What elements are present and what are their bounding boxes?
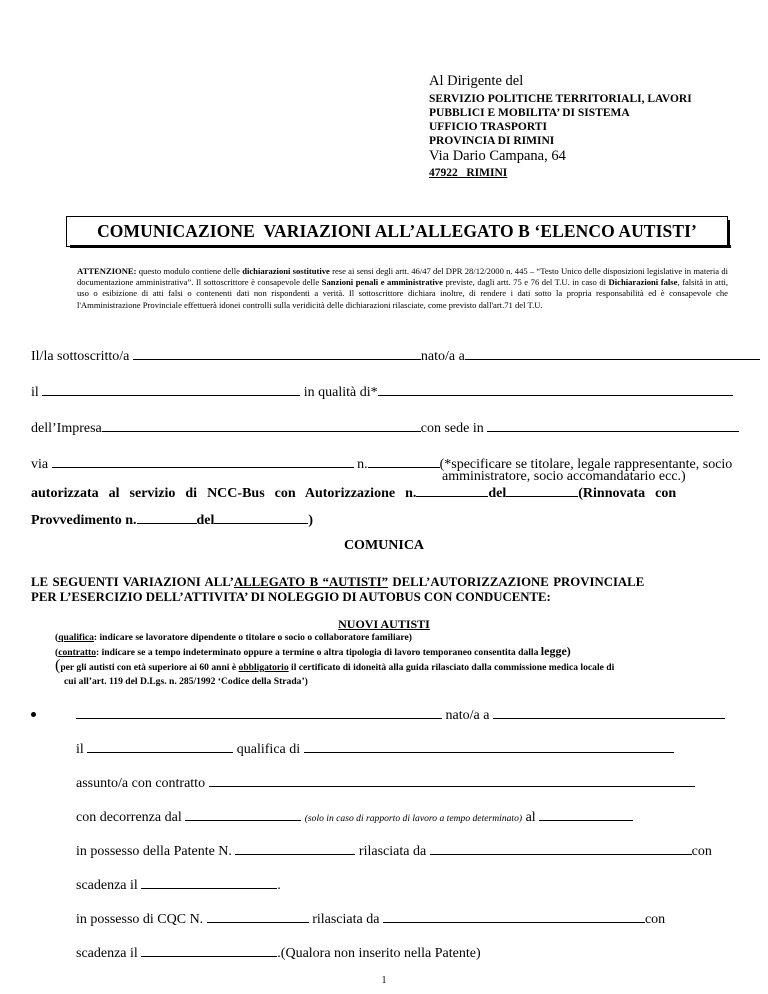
driver-row-patente	[76, 842, 712, 860]
attention-paragraph	[77, 266, 728, 311]
recipient-line5: PROVINCIA DI RIMINI	[429, 135, 555, 147]
attention-text-2: rese ai sensi degli artt. 46/47 del DPR 28/12/2000 n. 445 – “Testo Unico delle disposizioni legislative in materia di documentazione amministrativa”. Il sottoscrittore è consapevole delle	[77, 266, 728, 288]
note-contratto-term: contratto	[58, 647, 97, 658]
label-via: via	[31, 457, 49, 472]
recipient-line4: UFFICIO TRASPORTI	[429, 121, 547, 133]
page-title-text: COMUNICAZIONE VARIAZIONI ALL’ALLEGATO B ‘ELENCO AUTISTI’	[97, 221, 697, 241]
recipient-line1: Al Dirigente del	[429, 73, 524, 89]
recipient-street: Via Dario Campana, 64	[429, 148, 566, 164]
driver-row-cqc-scadenza	[76, 944, 481, 962]
attention-keyword-2: Sanzioni penali e amministrative	[321, 277, 443, 288]
form-row-autorizzazione	[31, 484, 676, 502]
label-impresa: dell’Impresa	[31, 421, 102, 436]
comunica-heading: COMUNICA	[343, 538, 425, 553]
variazioni-line1	[31, 575, 644, 590]
driver-label-decorrenza: con decorrenza dal	[76, 810, 182, 825]
driver-label-rilasciata: rilasciata da	[358, 844, 427, 859]
driver-nato-a-field[interactable]	[493, 706, 725, 719]
recipient-city: 47922 RIMINI	[429, 167, 508, 179]
nato-a-field[interactable]	[465, 347, 760, 360]
driver-scadenza-period: .	[277, 878, 281, 893]
driver-row-contratto	[76, 774, 695, 792]
driver-label-patente: in possesso della Patente N.	[76, 844, 232, 859]
il-field[interactable]	[42, 383, 300, 396]
autorizzazione-n-field[interactable]	[416, 484, 488, 497]
driver-label-cqc-con: con	[644, 912, 666, 927]
label-rinnovata: (Rinnovata con	[578, 486, 677, 501]
driver-row-cqc	[76, 910, 665, 928]
label-in-qualita: in qualità di*	[303, 385, 378, 400]
label-provvedimento-del: del	[196, 513, 215, 528]
label-nato-a: nato/a a	[420, 349, 465, 364]
form-row-il	[31, 383, 733, 401]
note-contratto-legge: legge)	[540, 644, 571, 658]
sottoscritto-field[interactable]	[133, 347, 421, 360]
note-qualifica: (qualifica: indicare se lavoratore dipendente o titolare o socio o collaboratore familiare)	[55, 632, 412, 643]
label-il: il	[31, 385, 39, 400]
driver-label-cqc-scadenza: scadenza il	[76, 946, 138, 961]
form-row-sottoscritto	[31, 347, 760, 365]
attention-keyword-1: dichiarazioni sostitutive	[242, 266, 330, 276]
driver-contratto-field[interactable]	[209, 774, 695, 787]
specify-note-2: amministratore, socio accomandatario ecc.)	[442, 469, 686, 484]
note-eta-line2: cui all’art. 119 del D.Lgs. n. 285/1992 ‘Codice della Strada’)	[64, 676, 308, 687]
page-number: 1	[381, 975, 387, 986]
driver-label-al: al	[525, 810, 536, 825]
note-contratto-text: : indicare se a tempo indeterminato oppure a termine o altra tipologia di lavoro temporaneo consentita dalla	[96, 647, 541, 658]
driver-row-il	[76, 740, 674, 758]
driver-label-con: con	[691, 844, 712, 859]
driver-label-cqc-rilasciata: rilasciata da	[312, 912, 380, 927]
attention-keyword-3: Dichiarazioni false	[608, 277, 678, 288]
form-row-impresa	[31, 419, 739, 437]
driver-row-decorrenza	[76, 808, 633, 826]
variazioni-text-2: DELL’AUTORIZZAZIONE PROVINCIALE	[387, 575, 645, 589]
driver-cqc-scadenza-field[interactable]	[141, 944, 277, 957]
driver-cqc-note: .(Qualora non inserito nella Patente)	[277, 946, 481, 961]
driver-decorrenza-note: (solo in caso di rapporto di lavoro a tempo determinato)	[304, 813, 523, 824]
driver-qualifica-field[interactable]	[304, 740, 674, 753]
note-qualifica-text: : indicare se lavoratore dipendente o titolare o socio o collaboratore familiare)	[93, 632, 412, 643]
label-n: n.	[357, 457, 368, 472]
driver-label-cqc: in possesso di CQC N.	[76, 912, 204, 927]
recipient-line2: SERVIZIO POLITICHE TERRITORIALI, LAVORI	[429, 93, 692, 105]
driver-row-nome	[76, 706, 725, 724]
provvedimento-del-field[interactable]	[214, 511, 308, 524]
in-qualita-field[interactable]	[378, 383, 733, 396]
driver-label-scadenza: scadenza il	[76, 878, 138, 893]
driver-label-il: il	[76, 742, 84, 757]
driver-patente-rilasciata-field[interactable]	[430, 842, 692, 855]
con-sede-field[interactable]	[487, 419, 739, 432]
variazioni-line2: PER L’ESERCIZIO DELL’ATTIVITA’ DI NOLEGGIO DI AUTOBUS CON CONDUCENTE:	[31, 590, 551, 604]
note-contratto: (contratto: indicare se a tempo indeterminato oppure a termine o altra tipologia di lavoro temporaneo consentita dalla legge)	[55, 644, 571, 658]
autorizzazione-del-field[interactable]	[506, 484, 578, 497]
bullet-icon	[31, 712, 36, 717]
nuovi-autisti-heading: NUOVI AUTISTI	[338, 617, 430, 631]
label-autorizzazione: autorizzata al servizio di NCC-Bus con Autorizzazione n.	[31, 486, 417, 501]
via-field[interactable]	[52, 455, 354, 468]
driver-il-field[interactable]	[87, 740, 233, 753]
driver-patente-field[interactable]	[235, 842, 355, 855]
driver-name-field[interactable]	[76, 706, 442, 719]
driver-label-qualifica: qualifica di	[236, 742, 301, 757]
recipient-line3: PUBBLICI E MOBILITA’ DI SISTEMA	[429, 107, 630, 119]
note-qualifica-term: qualifica	[58, 632, 94, 643]
driver-decorrenza-field[interactable]	[185, 808, 301, 821]
variazioni-text-1: LE SEGUENTI VARIAZIONI ALL’	[31, 575, 234, 589]
attention-text-1: questo modulo contiene delle	[136, 266, 243, 276]
attention-label: ATTENZIONE:	[77, 266, 137, 276]
driver-cqc-rilasciata-field[interactable]	[383, 910, 645, 923]
specify-note-1: (*specificare se titolare, legale rappresentante, socio	[439, 457, 733, 472]
driver-patente-scadenza-field[interactable]	[141, 876, 277, 889]
attention-text-3: previste, dagli artt. 75 e 76 del T.U. in caso di	[442, 277, 609, 288]
note-eta-obbligatorio: obbligatorio	[238, 662, 289, 673]
label-provvedimento: Provvedimento n.	[31, 513, 137, 528]
note-eta: (per gli autisti con età superiore ai 60 anni è obbligatorio il certificato di idoneità alla guida rilasciato dalla commissione medica locale di	[55, 657, 615, 674]
impresa-field[interactable]	[102, 419, 421, 432]
note-eta-text-2: il certificato di idoneità alla guida rilasciato dalla commissione medica locale di	[288, 662, 615, 673]
civico-field[interactable]	[368, 455, 440, 468]
driver-label-assunto: assunto/a con contratto	[76, 776, 206, 791]
page-title	[66, 216, 728, 247]
provvedimento-close: )	[308, 513, 314, 528]
driver-al-field[interactable]	[539, 808, 633, 821]
variazioni-allegato: ALLEGATO B “AUTISTI”	[233, 575, 388, 589]
note-eta-text-1: per gli autisti con età superiore ai 60 anni è	[60, 662, 239, 673]
driver-label-nato-a: nato/a a	[445, 708, 490, 723]
form-row-provvedimento	[31, 511, 313, 529]
label-sottoscritto: Il/la sottoscritto/a	[31, 349, 130, 364]
label-con-sede: con sede in	[420, 421, 484, 436]
driver-row-scadenza	[76, 876, 281, 894]
driver-cqc-field[interactable]	[207, 910, 309, 923]
provvedimento-n-field[interactable]	[137, 511, 197, 524]
label-autorizzazione-del: del	[488, 486, 507, 501]
attention-text-4: , falsità in atti, uso o esibizione di atti falsi o contenenti dati non rispondenti a verità. Il sottoscrittore dichiara inoltre, di rendere i dati sotto la propria responsabilità ed è consapevole che l'Amministrazione Provinciale effettuerà idonei controlli sulla veridicità delle dichiarazioni rilasciate, come previsto dall'art.71 del T.U.	[77, 277, 728, 310]
